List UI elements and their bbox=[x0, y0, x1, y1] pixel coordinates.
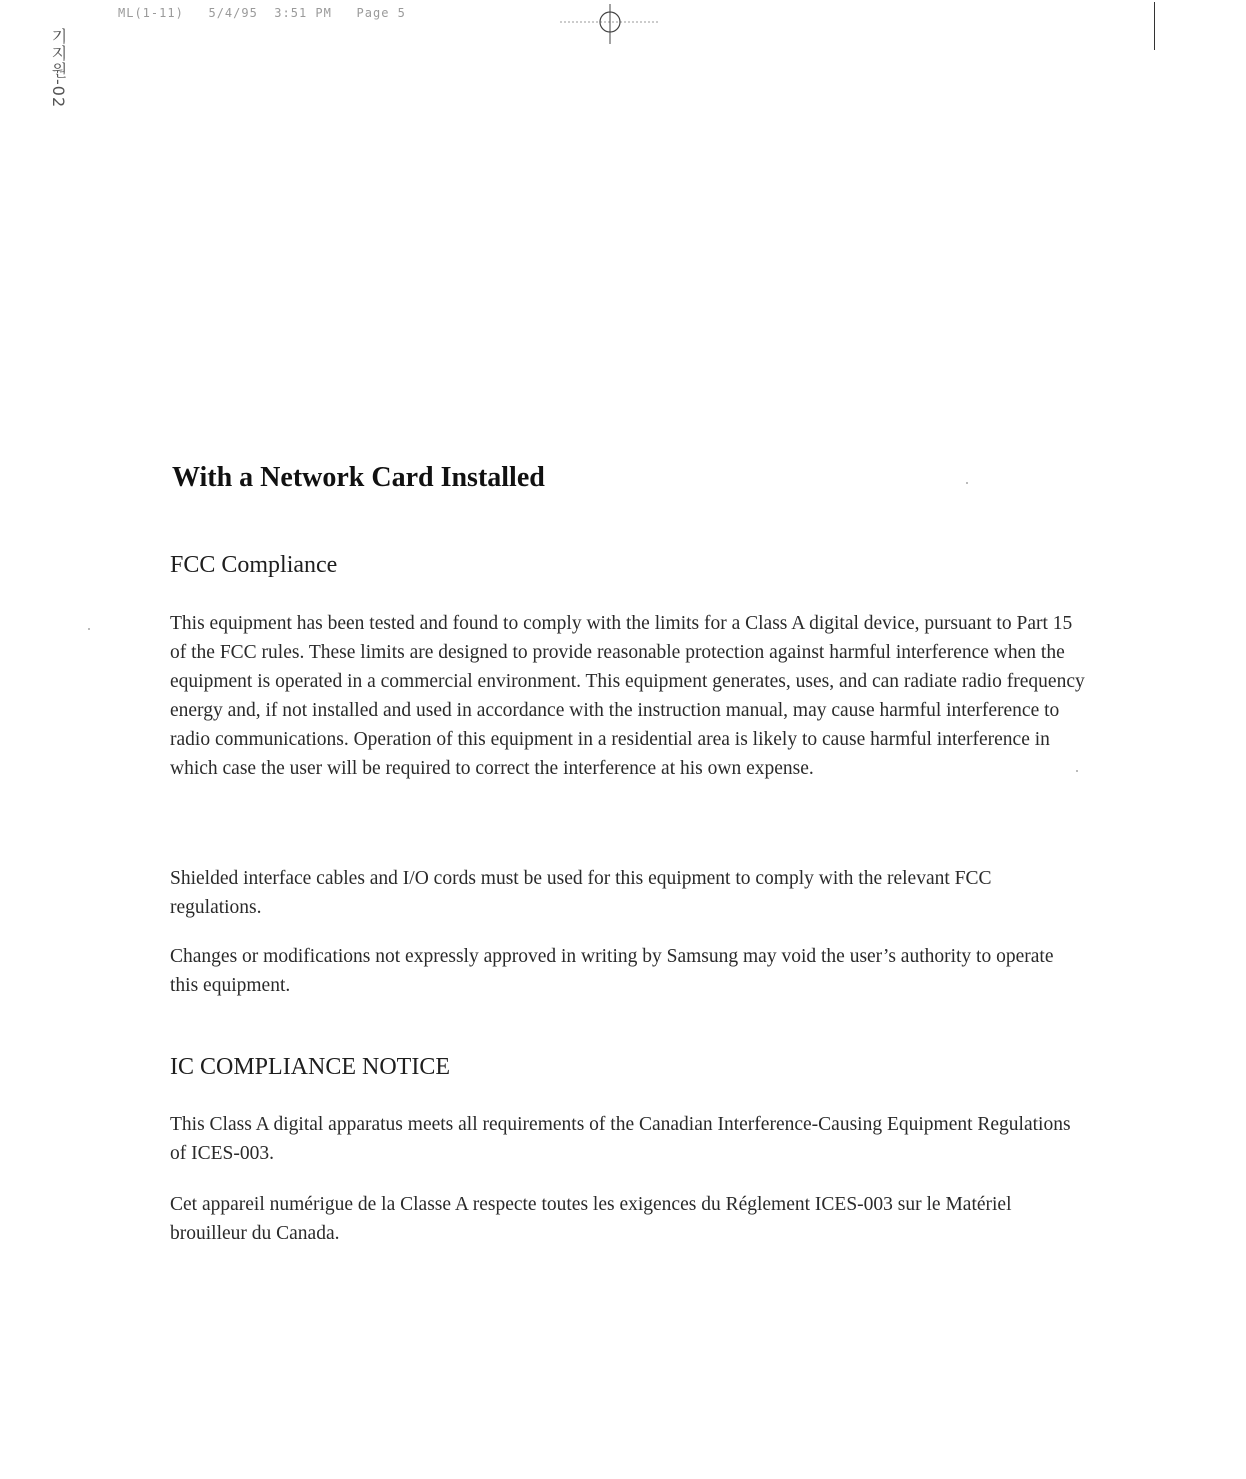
side-tag: 기지원-02 bbox=[49, 28, 68, 109]
fcc-heading: FCC Compliance bbox=[170, 552, 338, 578]
ic-paragraph-1: This Class A digital apparatus meets all requirements of the Canadian Interference-Causing Equipment Regulations of ICES-003. bbox=[170, 1114, 1071, 1164]
ic-paragraph-2: Cet appareil numérigue de la Classe A respecte toutes les exigences du Réglement ICES-003 sur le Matériel brouilleur du Canada. bbox=[170, 1194, 1012, 1244]
fcc-paragraph-1: This equipment has been tested and found to comply with the limits for a Class A digital device, pursuant to Part 15 of the FCC rules. These limits are designed to provide reasonable protection against harmful interference when the equipment is operated in a commercial environment. This equipment generates, uses, and can radiate radio frequency energy and, if not installed and used in accordance with the instruction manual, may cause harmful interference to radio communications. Operation of this equipment in a residential area is likely to cause harmful interference in which case the user will be required to correct the interference at his own expense. bbox=[170, 613, 1085, 779]
crop-line bbox=[1154, 2, 1155, 50]
scan-speck bbox=[966, 482, 968, 484]
registration-mark-icon bbox=[560, 4, 670, 44]
ic-heading: IC COMPLIANCE NOTICE bbox=[170, 1054, 450, 1080]
print-header: ML(1-11) 5/4/95 3:51 PM Page 5 bbox=[118, 6, 406, 20]
page-title: With a Network Card Installed bbox=[172, 462, 545, 493]
fcc-paragraph-3: Changes or modifications not expressly approved in writing by Samsung may void the user’s authority to operate this equipment. bbox=[170, 946, 1054, 996]
scan-speck bbox=[88, 628, 90, 630]
fcc-paragraph-2: Shielded interface cables and I/O cords must be used for this equipment to comply with the relevant FCC regulations. bbox=[170, 868, 992, 918]
